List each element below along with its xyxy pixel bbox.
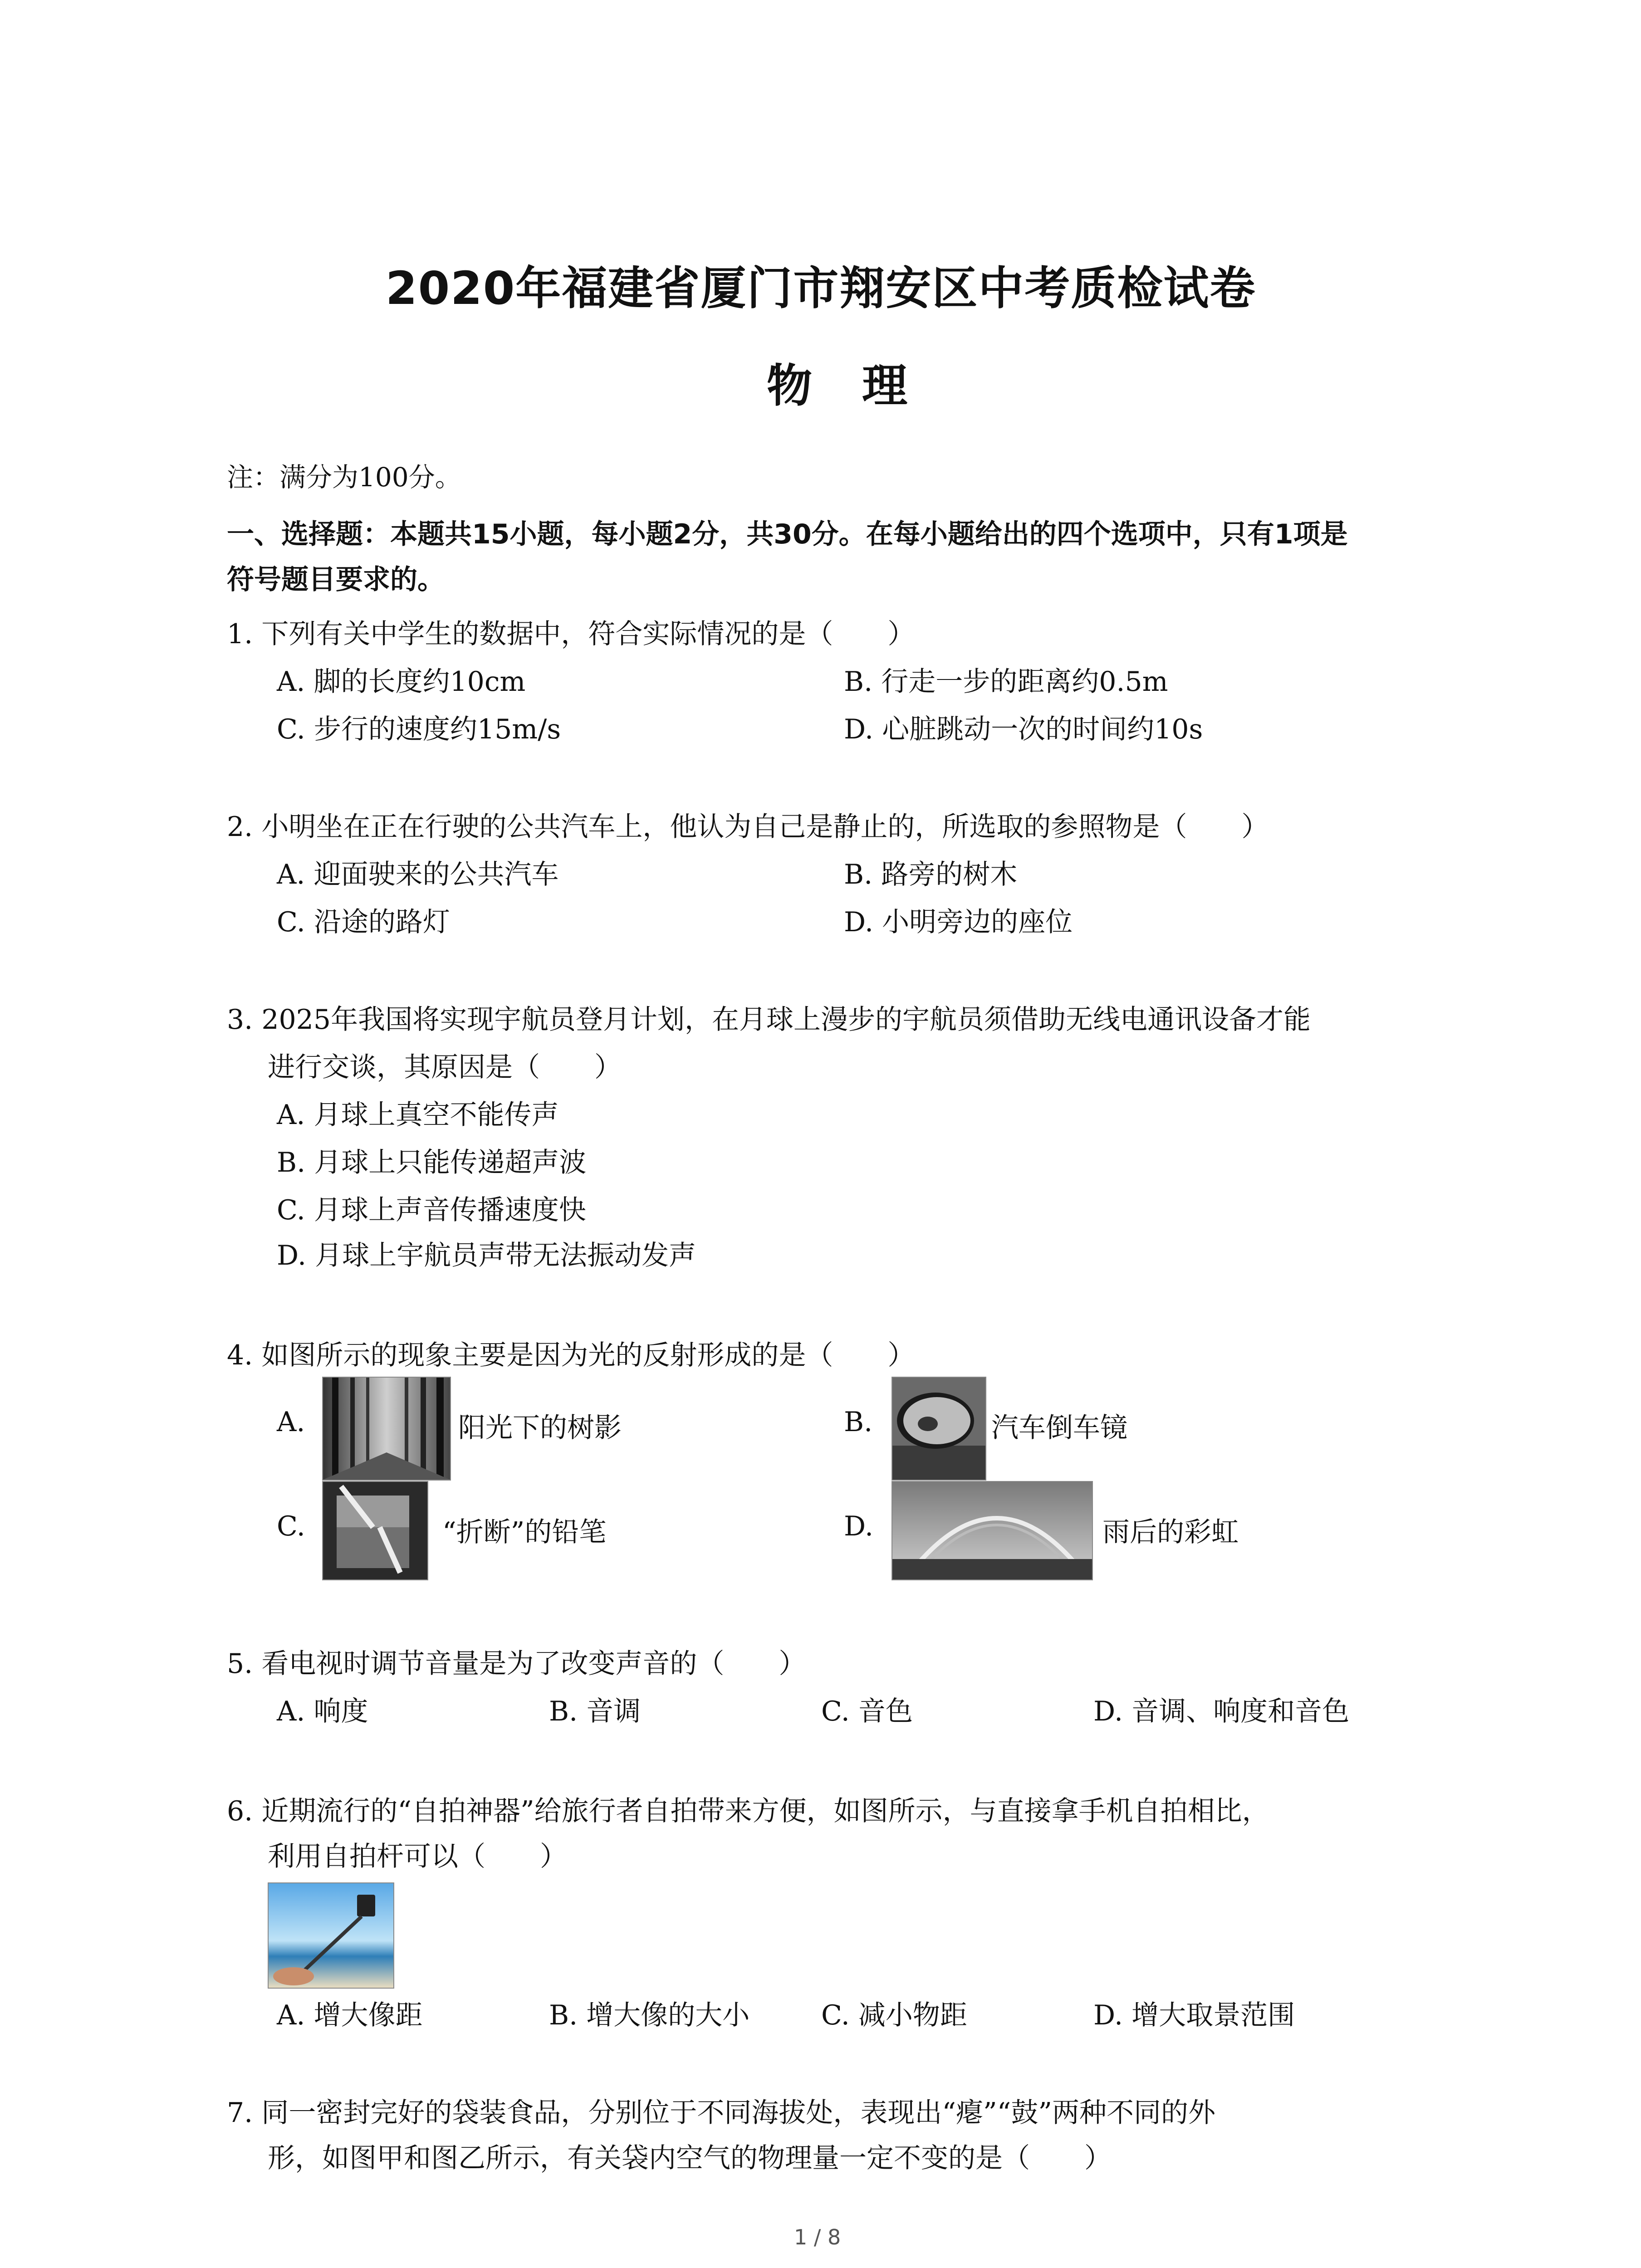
question-5-option-d: D. 音调、响度和音色 — [1093, 1696, 1350, 1727]
question-4-option-a: A. — [277, 1406, 305, 1438]
question-5-option-c: C. 音色 — [821, 1696, 913, 1727]
section-heading-line-1: 一、选择题：本题共15小题，每小题2分，共30分。在每小题给出的四个选项中，只有1项是 — [227, 518, 1348, 550]
question-4-option-c: C. — [277, 1510, 305, 1542]
question-5-stem: 5. 看电视时调节音量是为了改变声音的（ ） — [227, 1648, 806, 1680]
question-1-stem: 1. 下列有关中学生的数据中，符合实际情况的是（ ） — [227, 618, 915, 650]
question-4-option-b: B. — [844, 1406, 873, 1438]
tree-shadow-photo — [322, 1377, 451, 1481]
question-4-caption-d: 雨后的彩虹 — [1102, 1516, 1239, 1548]
question-6-option-c: C. 减小物距 — [821, 1999, 967, 2031]
question-7-stem-line-2: 形，如图甲和图乙所示，有关袋内空气的物理量一定不变的是（ ） — [268, 2142, 1112, 2174]
selfie-stick-photo — [268, 1882, 394, 1989]
car-mirror-photo — [892, 1377, 986, 1481]
question-4-caption-b: 汽车倒车镜 — [991, 1412, 1127, 1444]
question-2-option-b: B. 路旁的树木 — [844, 859, 1018, 890]
question-6-option-b: B. 增大像的大小 — [549, 1999, 750, 2031]
question-6-stem-line-2: 利用自拍杆可以（ ） — [268, 1841, 567, 1872]
question-1-option-b: B. 行走一步的距离约0.5m — [844, 666, 1168, 698]
page-title: 2020年福建省厦门市翔安区中考质检试卷 — [386, 262, 1256, 315]
question-6-option-a: A. 增大像距 — [277, 1999, 423, 2031]
question-3-option-d: D. 月球上宇航员声带无法振动发声 — [277, 1240, 696, 1271]
page-subtitle: 物理 — [767, 359, 957, 412]
question-4-option-d: D. — [844, 1510, 874, 1542]
question-1-option-c: C. 步行的速度约15m/s — [277, 714, 561, 745]
question-4-caption-c: “折断”的铅笔 — [442, 1516, 607, 1548]
bent-pencil-photo — [322, 1481, 428, 1580]
question-2-stem: 2. 小明坐在正在行驶的公共汽车上，他认为自己是静止的，所选取的参照物是（ ） — [227, 811, 1269, 843]
question-3-option-c: C. 月球上声音传播速度快 — [277, 1194, 586, 1226]
question-3-stem-line-1: 3. 2025年我国将实现宇航员登月计划，在月球上漫步的宇航员须借助无线电通讯设备才能 — [227, 1004, 1311, 1036]
question-2-option-c: C. 沿途的路灯 — [277, 906, 450, 938]
question-6-stem-line-1: 6. 近期流行的“自拍神器”给旅行者自拍带来方便，如图所示，与直接拿手机自拍相比， — [227, 1795, 1269, 1827]
question-2-option-a: A. 迎面驶来的公共汽车 — [277, 859, 559, 890]
section-heading-line-2: 符号题目要求的。 — [227, 564, 445, 596]
rainbow-photo — [892, 1481, 1093, 1580]
question-7-stem-line-1: 7. 同一密封完好的袋装食品，分别位于不同海拔处，表现出“瘪”“鼓”两种不同的外 — [227, 2097, 1216, 2129]
question-5-option-a: A. 响度 — [277, 1696, 368, 1727]
question-6-option-d: D. 增大取景范围 — [1093, 1999, 1295, 2031]
question-2-option-d: D. 小明旁边的座位 — [844, 906, 1073, 938]
score-note: 注：满分为100分。 — [227, 462, 461, 493]
question-5-option-b: B. 音调 — [549, 1696, 641, 1727]
question-4-caption-a: 阳光下的树影 — [458, 1412, 622, 1444]
question-3-stem-line-2: 进行交谈，其原因是（ ） — [268, 1051, 622, 1083]
question-3-option-a: A. 月球上真空不能传声 — [277, 1099, 559, 1131]
page-number: 1 / 8 — [794, 2225, 841, 2249]
question-1-option-a: A. 脚的长度约10cm — [277, 666, 526, 698]
question-3-option-b: B. 月球上只能传递超声波 — [277, 1147, 587, 1178]
question-1-option-d: D. 心脏跳动一次的时间约10s — [844, 714, 1203, 745]
question-4-stem: 4. 如图所示的现象主要是因为光的反射形成的是（ ） — [227, 1339, 915, 1371]
